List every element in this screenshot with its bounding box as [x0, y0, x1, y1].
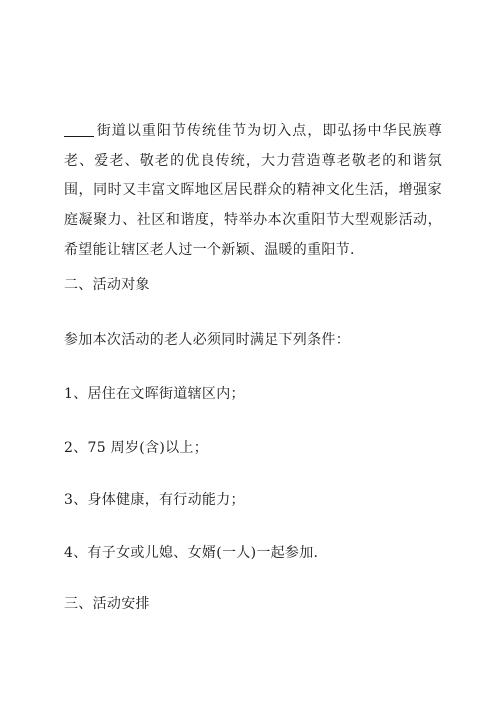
- section-two-heading: 二、活动对象: [64, 277, 150, 293]
- blank-underline: [64, 122, 94, 137]
- condition-item-1: 1、居住在文晖街道辖区内；: [64, 386, 245, 402]
- intro-paragraph-text: 街道以重阳节传统佳节为切入点，即弘扬中华民族尊老、爱老、敬老的优良传统，大力营造尊老敬老的和谐氛围，同时又丰富文晖地区居民群众的精神文化生活，增强家庭凝聚力、社区和谐度，特举办本次重阳节大型观影活动，希望能让辖区老人过一个新颖、温暖的重阳节.: [64, 123, 442, 258]
- intro-paragraph: [64, 117, 442, 266]
- condition-item-2: 2、75 周岁(含)以上；: [64, 440, 208, 456]
- condition-item-4: 4、有子女或儿媳、女婿(一人)一起参加.: [64, 545, 319, 561]
- conditions-intro: 参加本次活动的老人必须同时满足下列条件：: [64, 332, 350, 348]
- condition-item-3: 3、身体健康，有行动能力；: [64, 492, 245, 508]
- section-three-heading: 三、活动安排: [64, 596, 150, 612]
